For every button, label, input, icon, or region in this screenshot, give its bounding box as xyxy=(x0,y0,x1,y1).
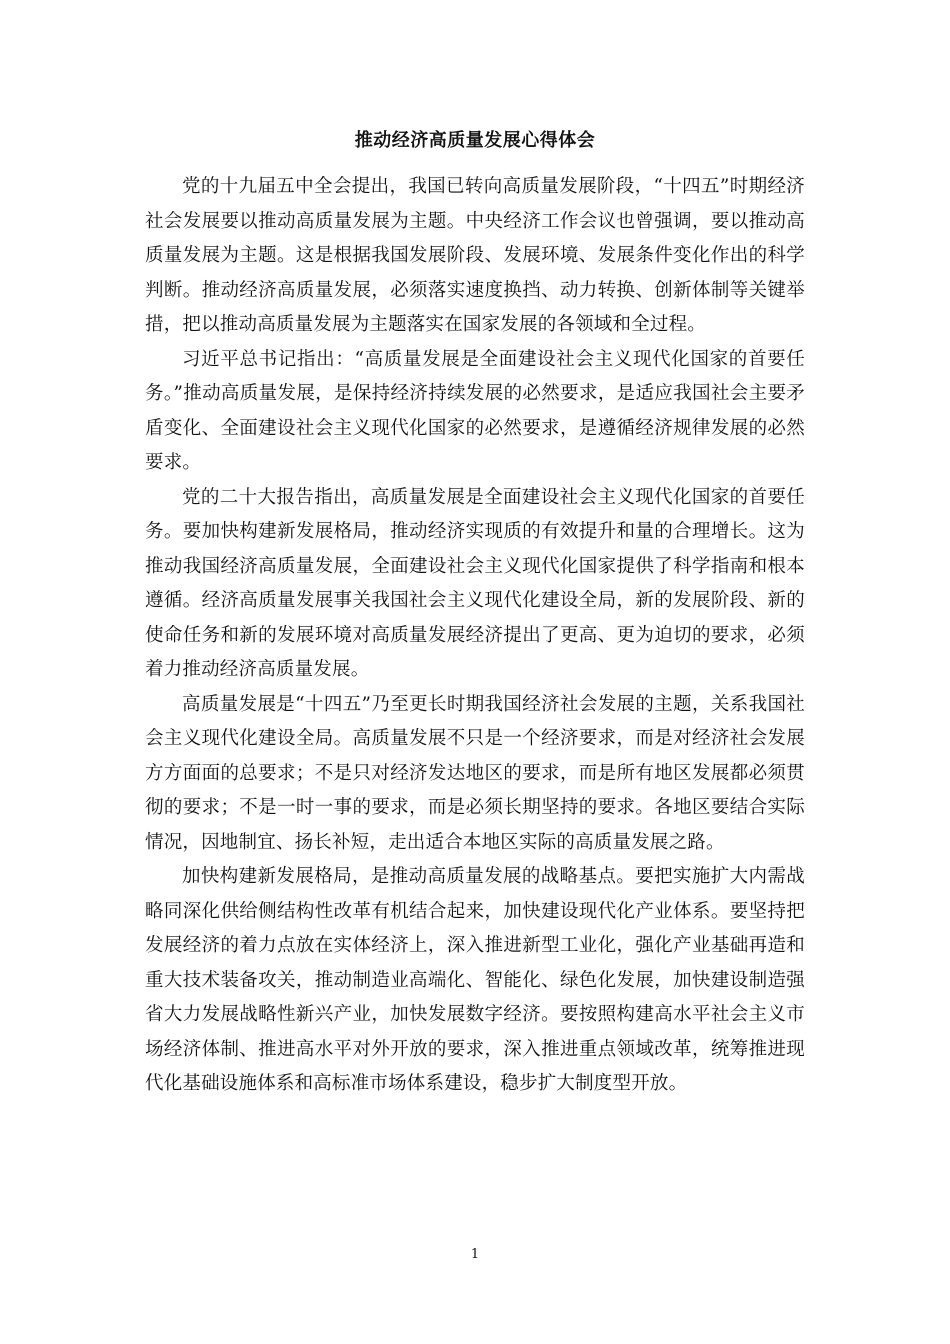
paragraph-2: 习近平总书记指出：“高质量发展是全面建设社会主义现代化国家的首要任务。”推动高质量发展，是保持经济持续发展的必然要求，是适应我国社会主要矛盾变化、全面建设社会主义现代化国家的必然要求，是遵循经济规律发展的必然要求。 xyxy=(145,348,805,473)
document-title: 推动经济高质量发展心得体会 xyxy=(354,130,596,151)
paragraph-1: 党的十九届五中全会提出，我国已转向高质量发展阶段，“十四五”时期经济社会发展要以推动高质量发展为主题。中央经济工作会议也曾强调，要以推动高质量发展为主题。这是根据我国发展阶段、发展环境、发展条件变化作出的科学判断。推动经济高质量发展，必须落实速度换挡、动力转换、创新体制等关键举措，把以推动高质量发展为主题落实在国家发展的各领域和全过程。 xyxy=(145,176,805,335)
page-number: 1 xyxy=(470,1247,480,1262)
document-body xyxy=(145,170,805,1102)
paragraph-4: 高质量发展是“十四五”乃至更长时期我国经济社会发展的主题，关系我国社会主义现代化建设全局。高质量发展不只是一个经济要求，而是对经济社会发展方方面面的总要求；不是只对经济发达地区的要求，而是所有地区发展都必须贯彻的要求；不是一时一事的要求，而是必须长期坚持的要求。各地区要结合实际情况，因地制宜、扬长补短，走出适合本地区实际的高质量发展之路。 xyxy=(145,693,805,853)
paragraph-3: 党的二十大报告指出，高质量发展是全面建设社会主义现代化国家的首要任务。要加快构建新发展格局，推动经济实现质的有效提升和量的合理增长。这为推动我国经济高质量发展，全面建设社会主义现代化国家提供了科学指南和根本遵循。经济高质量发展事关我国社会主义现代化建设全局，新的发展阶段、新的使命任务和新的发展环境对高质量发展经济提出了更高、更为迫切的要求，必须着力推动经济高质量发展。 xyxy=(145,486,805,680)
paragraph-5: 加快构建新发展格局，是推动高质量发展的战略基点。要把实施扩大内需战略同深化供给侧结构性改革有机结合起来，加快建设现代化产业体系。要坚持把发展经济的着力点放在实体经济上，深入推进新型工业化，强化产业基础再造和重大技术装备攻关，推动制造业高端化、智能化、绿色化发展，加快建设制造强省大力发展战略性新兴产业，加快发展数字经济。要按照构建高水平社会主义市场经济体制、推进高水平对外开放的要求，深入推进重点领域改革，统筹推进现代化基础设施体系和高标准市场体系建设，稳步扩大制度型开放。 xyxy=(145,866,805,1094)
